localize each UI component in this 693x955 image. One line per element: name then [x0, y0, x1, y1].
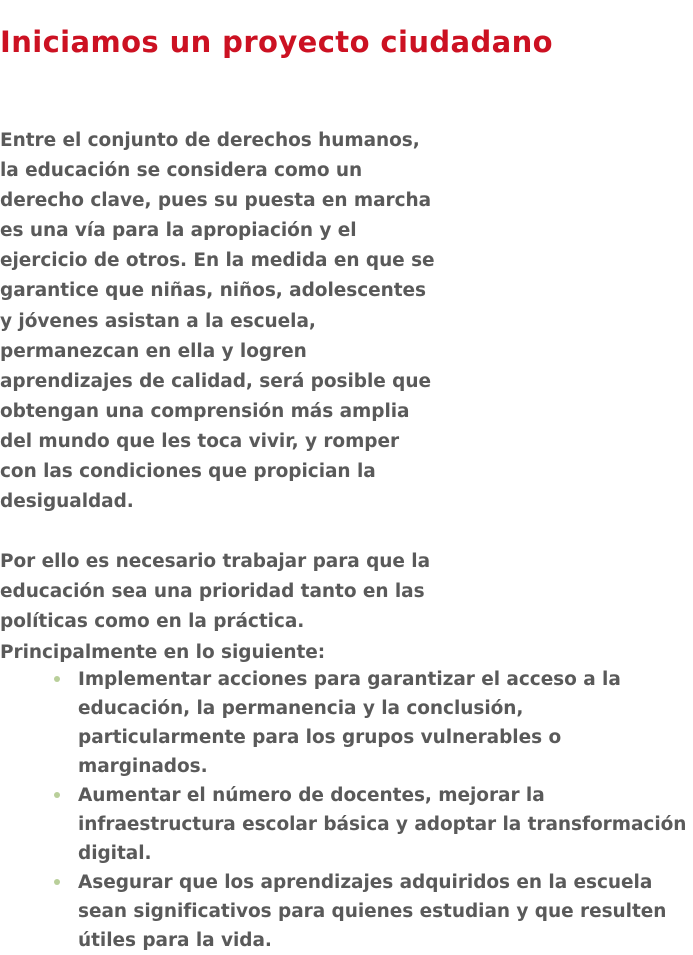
bullet-dot-icon [54, 676, 60, 682]
bullet-dot-icon [54, 879, 60, 885]
paragraph-1: Entre el conjunto de derechos humanos, la educación se considera como un derecho clave, pues su puesta en marcha es una vía para la apropiación y el ejercicio de otros. En la medida en que se garantice que niñas, niños, adolescentes y jóvenes asistan a la escuela, permanezcan en ella y logren aprendizajes de calidad, será posible que obtengan una comprensión más amplia del mundo que les toca vivir, y romper con las condiciones que propician la desigualdad. [0, 130, 435, 513]
list-item-label: Implementar acciones para garantizar el acceso a la educación, la permanencia y la conclusión, particularmente para los grupos vulnerables o marginados. [78, 669, 621, 777]
page-title: Iniciamos un proyecto ciudadano [0, 25, 553, 60]
bullet-dot-icon [54, 792, 60, 798]
list-item-label: Aumentar el número de docentes, mejorar la infraestructura escolar básica y adoptar la transformación digital. [78, 785, 687, 864]
list-item-label: Asegurar que los aprendizajes adquiridos en la escuela sean significativos para quienes estudian y que resulten útiles para la vida. [78, 872, 667, 951]
list-item [48, 868, 688, 955]
bullet-list [48, 665, 688, 955]
paragraph-2: Por ello es necesario trabajar para que la educación sea una prioridad tanto en las políticas como en la práctica. Principalmente en lo siguiente: [0, 551, 431, 663]
list-item [48, 665, 688, 781]
list-item [48, 781, 688, 868]
body-text [0, 126, 440, 668]
